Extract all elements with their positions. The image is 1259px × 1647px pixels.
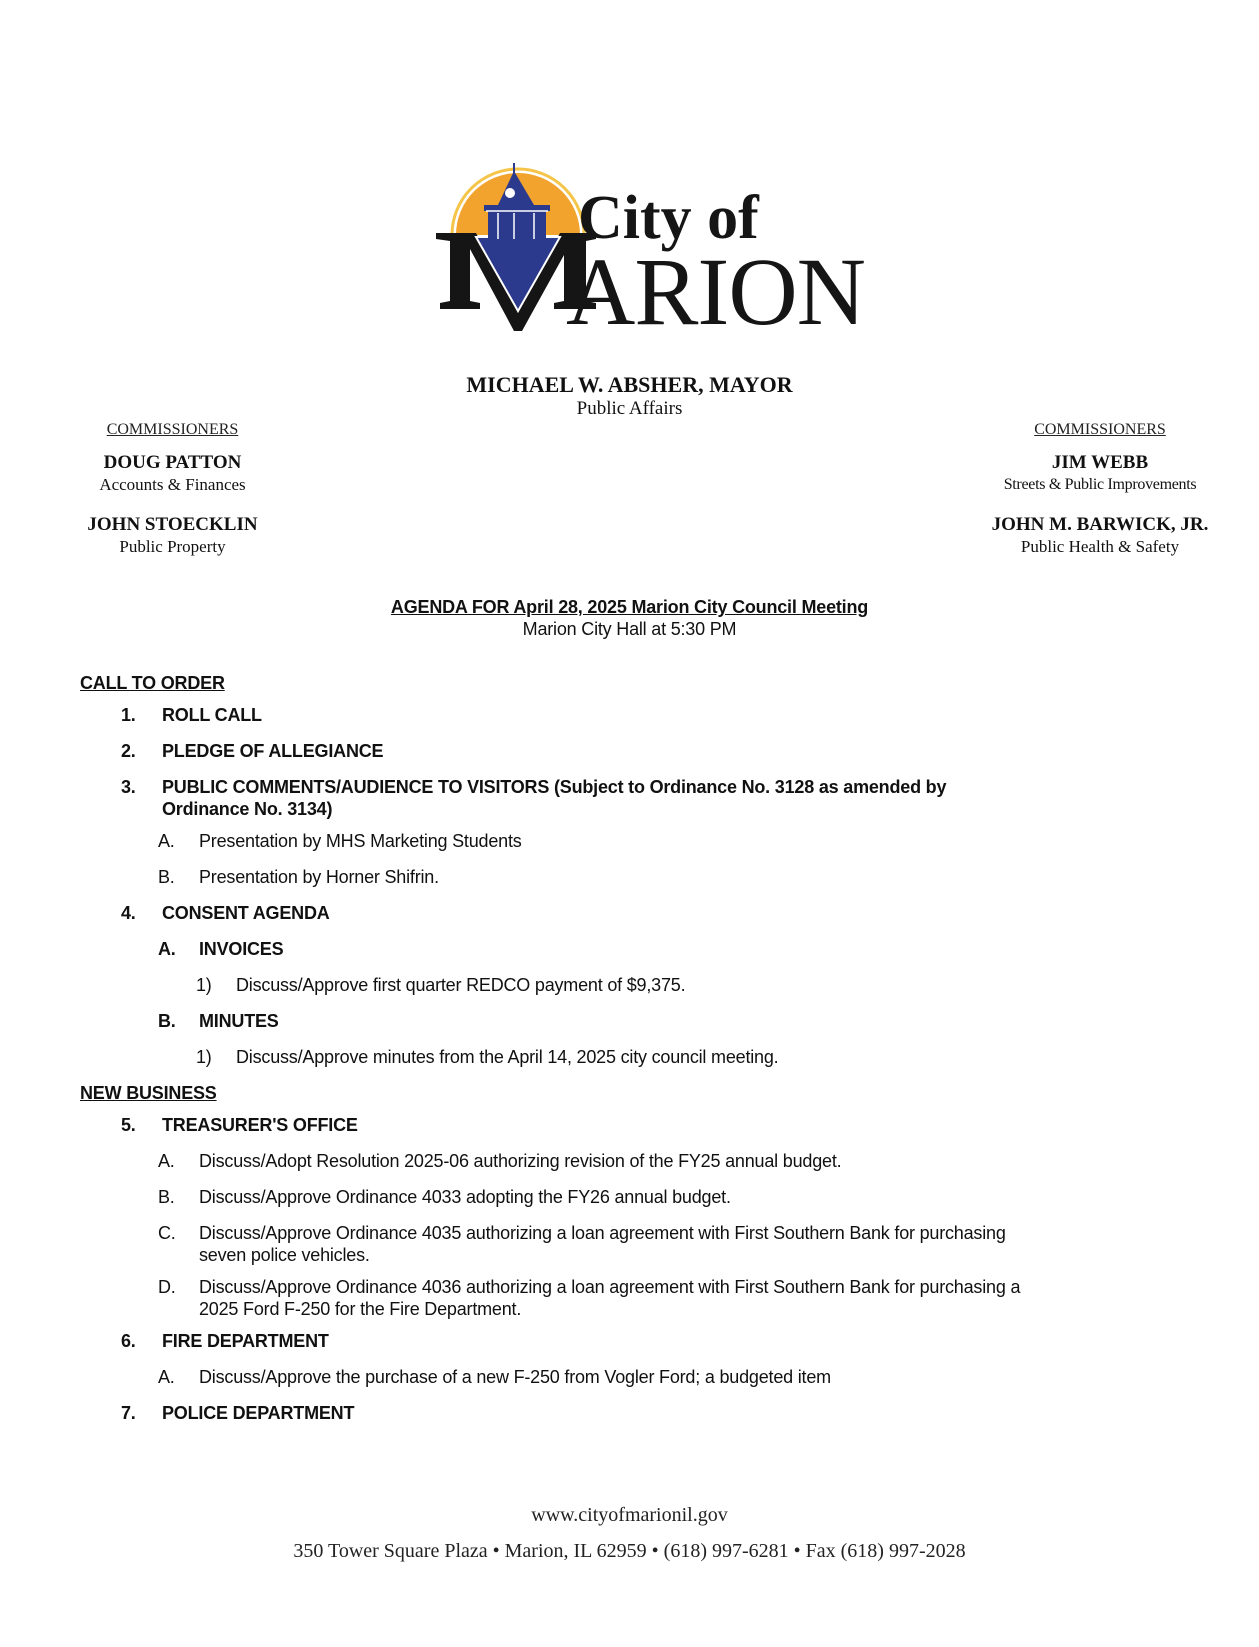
commissioner-dept: Streets & Public Improvements [1003, 476, 1197, 493]
agenda-item: 7. POLICE DEPARTMENT [121, 1403, 355, 1423]
mayor-role: Public Affairs [576, 398, 683, 419]
agenda-subitem: A. Discuss/Approve the purchase of a new F-250 from Vogler Ford; a budgeted item [158, 1367, 831, 1387]
commissioner-name: JOHN M. BARWICK, JR. [991, 514, 1209, 535]
agenda-subsubitem: 1) Discuss/Approve minutes from the April 14, 2025 city council meeting. [196, 1047, 779, 1067]
city-logo [436, 163, 865, 345]
commissioner-name: JIM WEBB [1051, 452, 1149, 473]
logo-marion-text [436, 231, 865, 345]
commissioner-dept: Accounts & Finances [99, 475, 246, 494]
agenda-location: Marion City Hall at 5:30 PM [522, 619, 737, 639]
commissioner-dept: Public Property [119, 537, 226, 556]
agenda-subitem: B. MINUTES [158, 1011, 279, 1031]
commissioners-right [975, 420, 1225, 558]
agenda-item: 6. FIRE DEPARTMENT [121, 1331, 329, 1351]
agenda-item: 5. TREASURER'S OFFICE [121, 1115, 358, 1135]
footer-website: www.cityofmarionil.gov [531, 1504, 728, 1526]
commissioner-name: DOUG PATTON [103, 452, 242, 473]
section-heading-call-to-order: CALL TO ORDER [80, 673, 225, 693]
commissioners-heading: COMMISSIONERS [1034, 421, 1166, 438]
footer-address: 350 Tower Square Plaza • Marion, IL 62959 • (618) 997-6281 • Fax (618) 997-2028 [293, 1540, 966, 1562]
agenda-item: 1. ROLL CALL [121, 705, 262, 725]
agenda-subitem: D. Discuss/Approve Ordinance 4036 authorizing a loan agreement with First Southern Bank for purchasing a 2025 Ford F-250 for the Fire Department. [158, 1277, 1021, 1319]
commissioners-left [70, 420, 275, 558]
commissioners-heading: COMMISSIONERS [106, 421, 239, 438]
agenda-subsubitem: 1) Discuss/Approve first quarter REDCO payment of $9,375. [196, 975, 686, 995]
logo-city-of-text: City of [578, 184, 759, 252]
mayor-block [0, 372, 1259, 420]
agenda-item: 2. PLEDGE OF ALLEGIANCE [121, 741, 384, 761]
mayor-name: MICHAEL W. ABSHER, MAYOR [466, 372, 793, 397]
agenda-subitem: B. Discuss/Approve Ordinance 4033 adopting the FY26 annual budget. [158, 1187, 731, 1207]
agenda-item: 4. CONSENT AGENDA [121, 903, 330, 923]
logo-marion-rest: ARION [566, 238, 865, 345]
agenda-subitem: A. Presentation by MHS Marketing Students [158, 831, 522, 851]
agenda-subitem: C. Discuss/Approve Ordinance 4035 authorizing a loan agreement with First Southern Bank for purchasing seven police vehicles. [158, 1223, 1006, 1265]
agenda-body [80, 672, 1190, 1424]
section-heading-new-business: NEW BUSINESS [80, 1083, 217, 1103]
agenda-subitem: A. INVOICES [158, 939, 284, 959]
logo-initial [436, 231, 566, 331]
agenda-title-block [0, 596, 1259, 640]
agenda-subitem: A. Discuss/Adopt Resolution 2025-06 authorizing revision of the FY25 annual budget. [158, 1151, 842, 1171]
agenda-item: 3. PUBLIC COMMENTS/AUDIENCE TO VISITORS (Subject to Ordinance No. 3128 as amended by Ordinance No. 3134) [121, 777, 947, 819]
commissioner-dept: Public Health & Safety [1020, 537, 1180, 556]
commissioner-name: JOHN STOECKLIN [87, 514, 258, 535]
agenda-title: AGENDA FOR April 28, 2025 Marion City Council Meeting [390, 597, 869, 617]
page-footer [0, 1503, 1259, 1563]
agenda-subitem: B. Presentation by Horner Shifrin. [158, 867, 439, 887]
